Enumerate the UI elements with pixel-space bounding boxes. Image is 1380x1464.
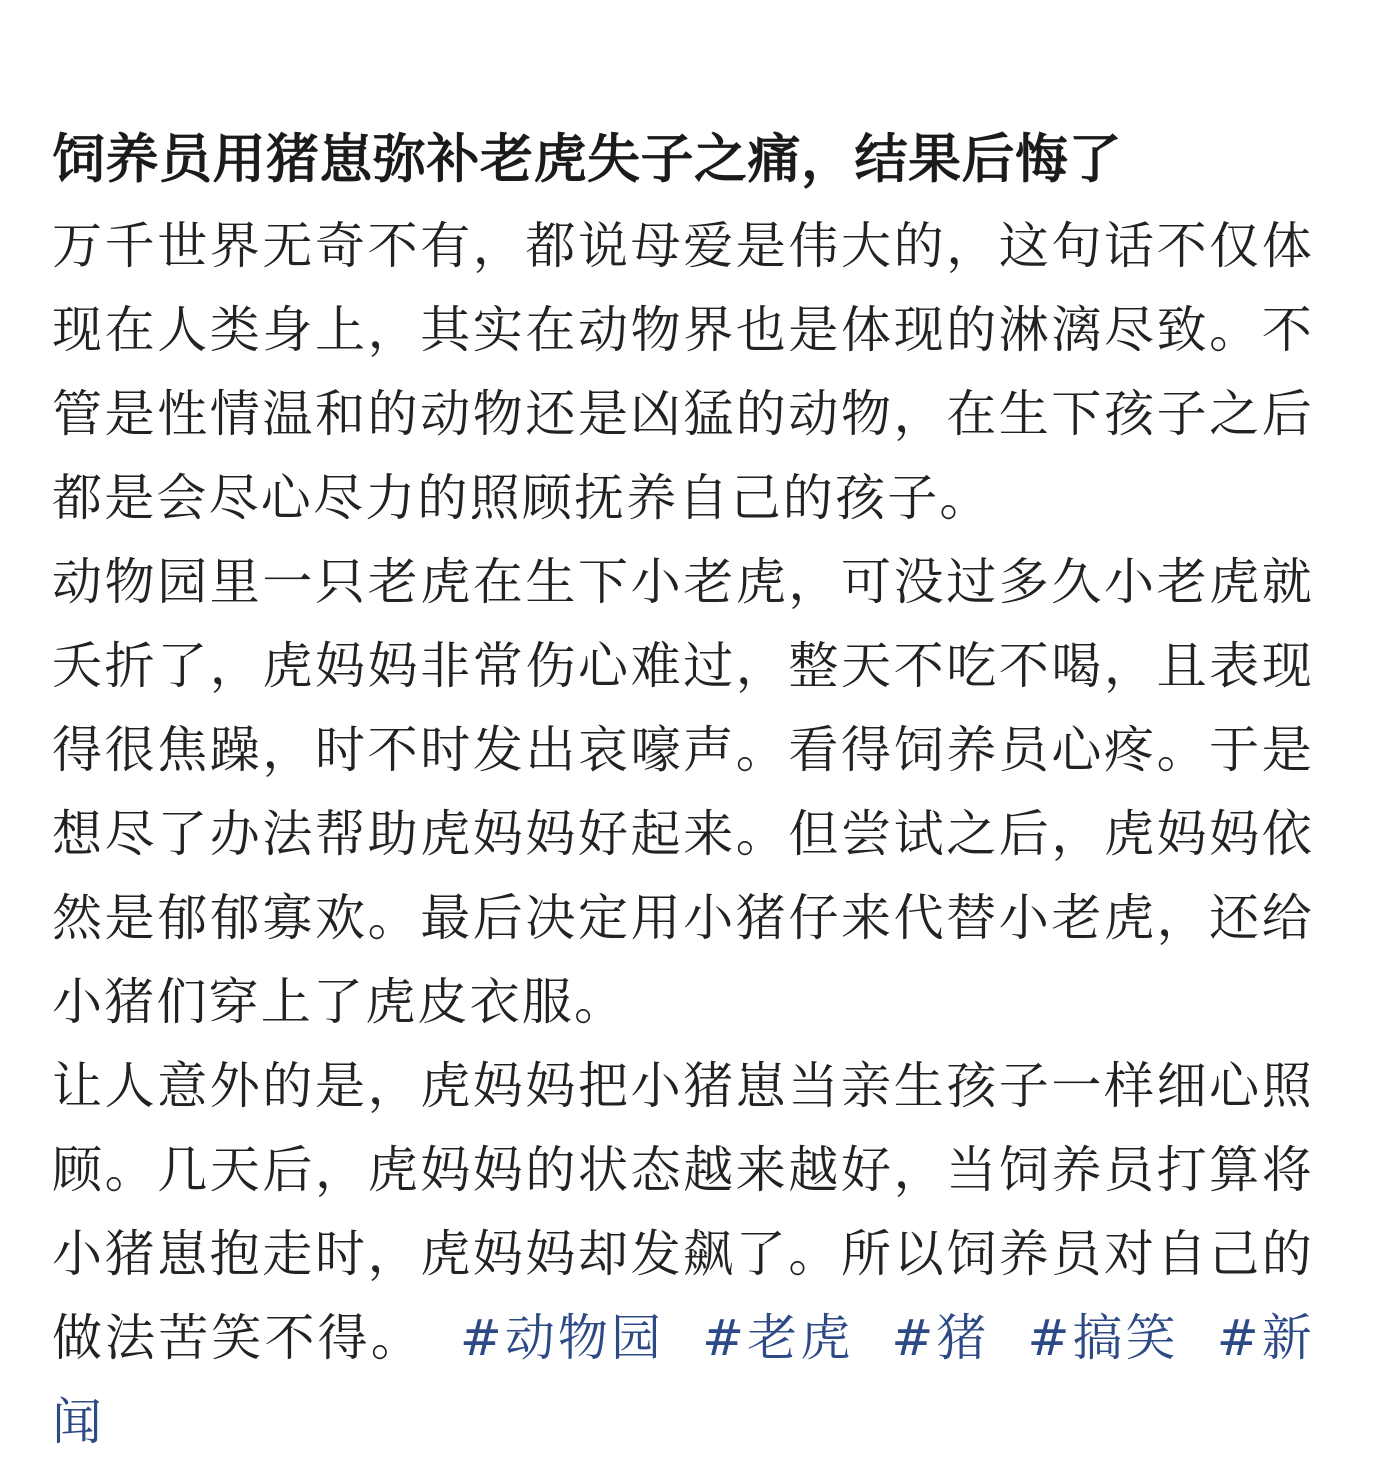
article-paragraph-3-text: 让人意外的是，虎妈妈把小猪崽当亲生孩子一样细心照顾。几天后，虎妈妈的状态越来越好，当饲养员打算将小猪崽抱走时，虎妈妈却发飙了。所以饲养员对自己的做法苦笑不得。 (52, 1057, 1314, 1367)
article-body (52, 204, 1314, 1464)
hashtag-funny[interactable]: #搞笑 (1027, 1309, 1179, 1367)
hashtag-zoo[interactable]: #动物园 (459, 1309, 665, 1367)
hashtag-pig[interactable]: #猪 (891, 1309, 990, 1367)
hashtag-tiger[interactable]: #老虎 (702, 1309, 854, 1367)
article-paragraph-1: 万千世界无奇不有，都说母爱是伟大的，这句话不仅体现在人类身上，其实在动物界也是体现的淋漓尽致。不管是性情温和的动物还是凶猛的动物，在生下孩子之后都是会尽心尽力的照顾抚养自己的孩子。 (52, 217, 1314, 527)
article-title: 饲养员用猪崽弥补老虎失子之痛，结果后悔了 (52, 129, 1122, 190)
hashtag-news[interactable]: #新闻 (52, 1309, 1315, 1451)
article-paragraph-2: 动物园里一只老虎在生下小老虎，可没过多久小老虎就夭折了，虎妈妈非常伤心难过，整天不吃不喝，且表现得很焦躁，时不时发出哀嚎声。看得饲养员心疼。于是想尽了办法帮助虎妈妈好起来。但尝试之后，虎妈妈依然是郁郁寡欢。最后决定用小猪仔来代替小老虎，还给小猪们穿上了虎皮衣服。 (52, 553, 1314, 1031)
article-paragraph-3 (52, 1044, 1314, 1464)
article (52, 118, 1314, 1464)
